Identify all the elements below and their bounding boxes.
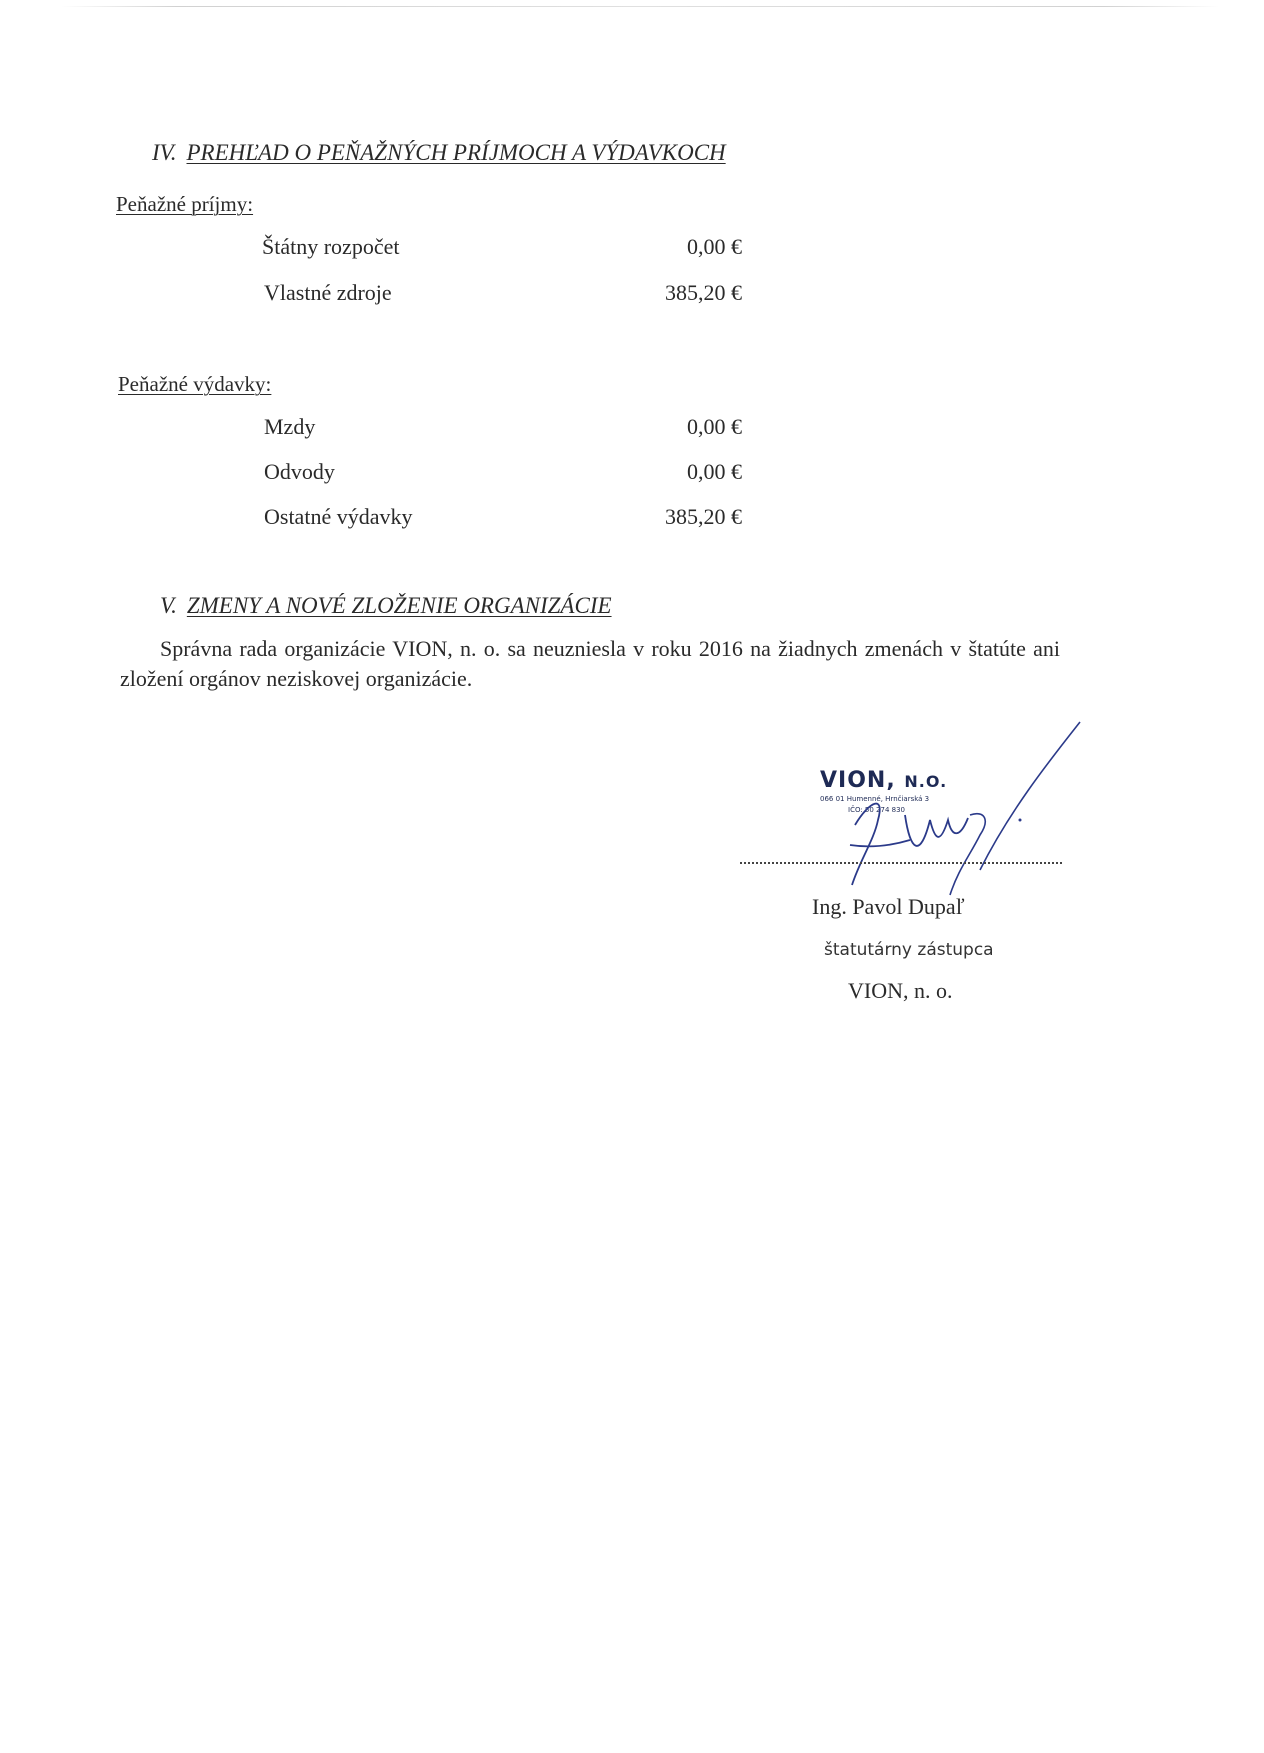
expense-row-label: Ostatné výdavky — [264, 504, 413, 529]
section-v-paragraph-text: Správna rada organizácie VION, n. o. sa neuzniesla v roku 2016 na žiadnych zmenách v štatúte ani zložení orgánov neziskovej organizácie. — [120, 636, 1060, 691]
expense-row-label: Odvody — [264, 459, 335, 484]
income-row-value: 0,00 € — [687, 234, 742, 259]
expense-row-label: Mzdy — [264, 414, 316, 439]
signatory-organization: VION, n. o. — [848, 978, 953, 1003]
stamp-logo-suffix: N.O. — [904, 772, 948, 791]
signatory-role: štatutárny zástupca — [824, 940, 994, 960]
section-v-title — [160, 593, 612, 619]
expenses-heading: Peňažné výdavky: — [118, 372, 272, 396]
section-v-title-text: ZMENY A NOVÉ ZLOŽENIE ORGANIZÁCIE — [186, 593, 612, 618]
signatory-name: Ing. Pavol Dupaľ — [812, 894, 965, 919]
scan-edge-line — [60, 6, 1220, 7]
section-v-paragraph — [120, 634, 1060, 694]
section-iv-roman: IV. — [152, 140, 177, 165]
expense-row-value: 0,00 € — [687, 414, 742, 439]
stamp-ico: IČO: 50 274 830 — [848, 806, 906, 814]
stamp-logo-main: VION, — [820, 768, 896, 793]
expense-row-value: 0,00 € — [687, 459, 742, 484]
income-row-value: 385,20 € — [665, 280, 742, 305]
section-iv-title — [152, 140, 726, 166]
income-row-label: Vlastné zdroje — [264, 280, 392, 305]
signature-line — [740, 862, 1062, 864]
handwritten-signature — [830, 720, 1090, 900]
income-heading: Peňažné príjmy: — [116, 192, 254, 216]
stamp-address: 066 01 Humenné, Hrnčiarská 3 — [820, 795, 930, 803]
section-iv-title-text: PREHĽAD O PEŇAŽNÝCH PRÍJMOCH A VÝDAVKOCH — [186, 140, 726, 165]
section-v-roman: V. — [160, 593, 177, 618]
expense-row-value: 385,20 € — [665, 504, 742, 529]
income-row-label: Štátny rozpočet — [262, 234, 400, 259]
